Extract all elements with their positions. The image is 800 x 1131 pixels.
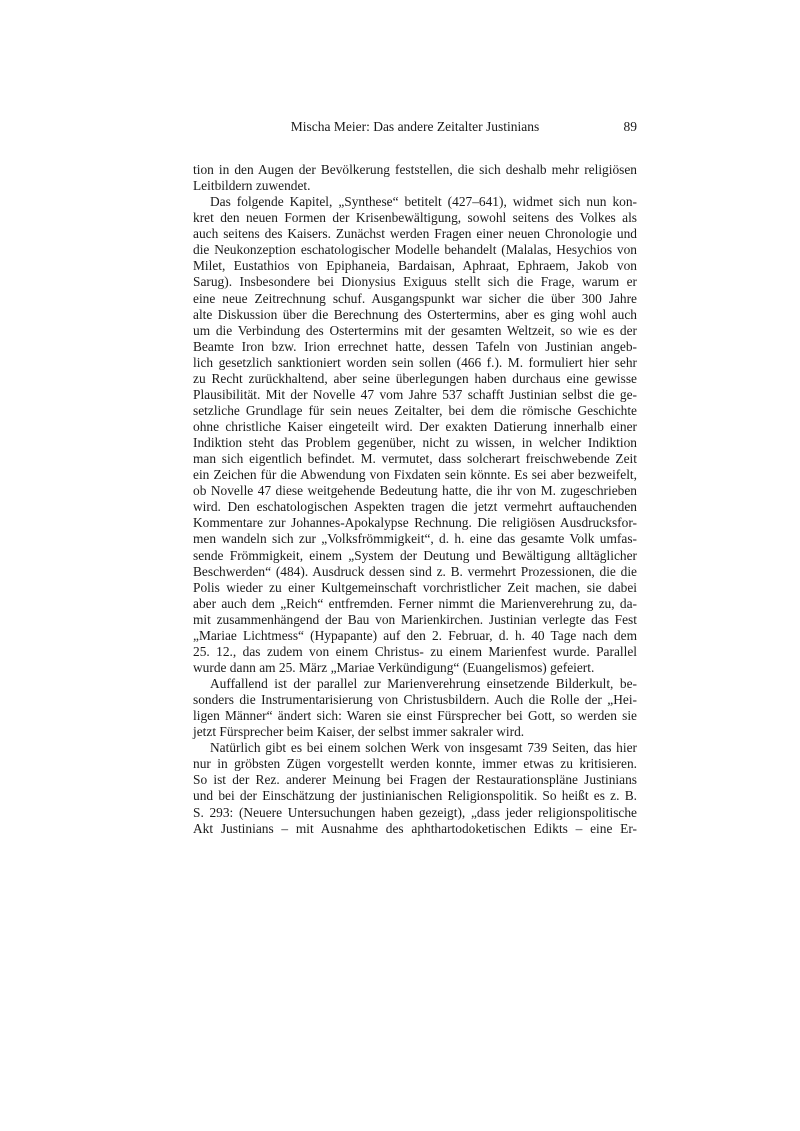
running-header — [193, 118, 637, 136]
text-line: Natürlich gibt es bei einem solchen Werk von insgesamt 739 Seiten, das hier — [210, 740, 637, 756]
text-line: So ist der Rez. anderer Meinung bei Fragen der Restaurationspläne Justinians — [193, 772, 637, 788]
text-line-row — [193, 756, 637, 772]
text-line-row — [193, 419, 637, 435]
text-line-row — [193, 403, 637, 419]
text-line: auch seitens des Kaisers. Zunächst werden Fragen einer neuen Chronologie und — [193, 226, 637, 242]
text-line: Das folgende Kapitel, „Synthese“ betitelt (427–641), widmet sich nun kon- — [210, 194, 638, 210]
text-line: Leitbildern zuwendet. — [193, 178, 311, 194]
text-line-row — [193, 628, 637, 644]
text-line-row — [193, 194, 637, 210]
text-line-row — [193, 612, 637, 628]
text-line-row — [193, 323, 637, 339]
text-line-row — [193, 564, 637, 580]
text-line-row — [193, 515, 637, 531]
text-line-row — [193, 451, 637, 467]
text-line-row — [193, 210, 637, 226]
text-line-row — [193, 307, 637, 323]
text-line-row — [193, 355, 637, 371]
text-line-row — [193, 387, 637, 403]
text-line-row — [193, 821, 637, 837]
text-line: Beamte Iron bzw. Irion errechnet hatte, dessen Tafeln von Justinian angeb- — [193, 338, 637, 354]
text-line: man sich eigentlich befindet. M. vermutet, dass solcherart freischwebende Zeit — [193, 451, 637, 467]
text-line: mit zusammenhängend der Bau von Marienkirchen. Justinian verlegte das Fest — [193, 611, 637, 627]
text-line: ligen Männer“ ändert sich: Waren sie einst Fürsprecher bei Gott, so werden sie — [193, 708, 637, 724]
text-line-row — [193, 531, 637, 547]
page-number: 89 — [623, 119, 637, 134]
text-line: S. 293: (Neuere Untersuchungen haben gezeigt), „dass jeder religionspolitische — [193, 804, 637, 820]
text-line-row — [193, 580, 637, 596]
text-line-row — [193, 242, 637, 258]
text-line-row — [193, 371, 637, 387]
text-line: Polis wieder zu einer Kultgemeinschaft vorchristlicher Zeit machen, sie dabei — [193, 579, 637, 595]
text-line-row — [193, 724, 637, 740]
text-line: und bei der Einschätzung der justinianischen Religionspolitik. So heißt es z. B. — [193, 788, 637, 804]
text-line: Sarug). Insbesondere bei Dionysius Exiguus stellt sich die Frage, warum er — [193, 274, 638, 290]
text-line-row — [193, 467, 637, 483]
text-line: men wandeln sich zur „Volksfrömmigkeit“, d. h. eine das gesamte Volk umfas- — [193, 531, 637, 547]
text-line-row — [193, 660, 637, 676]
text-line: sende Frömmigkeit, einem „System der Deutung und Bewältigung alltäglicher — [193, 547, 637, 563]
text-line: lich gesetzlich sanktioniert worden sein sollen (466 f.). M. formuliert hier sehr — [193, 354, 637, 370]
text-line-row — [193, 274, 637, 290]
text-line: Kommentare zur Johannes-Apokalypse Rechnung. Die religiösen Ausdrucksfor- — [193, 515, 637, 531]
text-line-row — [193, 291, 637, 307]
text-line: kret den neuen Formen der Krisenbewältigung, sowohl seitens des Volkes als — [193, 210, 638, 226]
text-line: die Neukonzeption eschatologischer Modelle behandelt (Malalas, Hesychios von — [193, 242, 637, 258]
text-line: wurde dann am 25. März „Mariae Verkündigung“ (Euangelismos) gefeiert. — [193, 659, 595, 675]
text-line-row — [193, 499, 637, 515]
text-line: nur in gröbsten Zügen vorgestellt werden konnte, immer etwas zu kritisieren. — [193, 756, 637, 772]
body-text — [193, 162, 637, 837]
text-line-row — [193, 548, 637, 564]
text-line-row — [193, 740, 637, 756]
text-line: wird. Den eschatologischen Aspekten tragen die jetzt vermehrt auftauchenden — [193, 499, 637, 515]
text-line: alte Diskussion über die Berechnung des Ostertermins, aber es ging wohl auch — [193, 306, 637, 322]
text-line-row — [193, 435, 637, 451]
text-line: „Mariae Lichtmess“ (Hypapante) auf den 2. Februar, d. h. 40 Tage nach dem — [193, 627, 637, 643]
text-line-row — [193, 162, 637, 178]
text-line: Indiktion steht das Problem gegenüber, nicht zu wissen, in welcher Indiktion — [193, 435, 637, 451]
text-line: ob Novelle 47 diese weitgehende Bedeutung hatte, die ihr von M. zugeschrieben — [193, 483, 637, 499]
text-line: eine neue Zeitrechnung schuf. Ausgangspunkt war sicher die über 300 Jahre — [193, 290, 637, 306]
text-line: Milet, Eustathios von Epiphaneia, Bardaisan, Aphraat, Ephraem, Jakob von — [193, 258, 637, 274]
text-line: Plausibilität. Mit der Novelle 47 vom Jahre 537 schafft Justinian selbst die ge- — [193, 386, 637, 402]
text-line: jetzt Fürsprecher beim Kaiser, der selbst immer sakraler wird. — [193, 724, 525, 740]
text-line-row — [193, 708, 637, 724]
text-line: aber auch dem „Reich“ entfremden. Ferner nimmt die Marienverehrung zu, da- — [193, 595, 637, 611]
text-line-row — [193, 178, 637, 194]
text-line-row — [193, 258, 637, 274]
text-line: ohne christliche Kaiser eingeteilt wird. Der exakten Datierung innerhalb einer — [193, 419, 637, 434]
text-line-row — [193, 692, 637, 708]
text-line: zu Recht zurückhaltend, aber seine überlegungen haben durchaus eine gewisse — [193, 370, 637, 386]
text-line-row — [193, 676, 637, 692]
text-line: Beschwerden“ (484). Ausdruck dessen sind z. B. vermehrt Prozessionen, die die — [193, 563, 637, 579]
text-line-row — [193, 788, 637, 804]
text-line: ein Zeichen für die Abwendung von Fixdaten sein könnte. Es sei aber bezweifelt, — [193, 467, 637, 483]
text-line-row — [193, 772, 637, 788]
text-line: setzliche Grundlage für sein neues Zeitalter, bei dem die römische Geschichte — [193, 402, 637, 418]
text-line: sonders die Instrumentarisierung von Christusbildern. Auch die Rolle der „Hei- — [193, 692, 638, 708]
text-line: Akt Justinians – mit Ausnahme des aphthartodoketischen Edikts – eine Er- — [193, 820, 637, 836]
text-line-row — [193, 483, 637, 499]
text-line-row — [193, 226, 637, 242]
text-line-row — [193, 596, 637, 612]
text-line: um die Verbindung des Ostertermins mit der gesamten Weltzeit, so wie es der — [193, 322, 637, 338]
text-line-row — [193, 339, 637, 355]
running-title: Mischa Meier: Das andere Zeitalter Justinians — [290, 119, 540, 134]
text-line: tion in den Augen der Bevölkerung feststellen, die sich deshalb mehr religiösen — [193, 162, 637, 177]
text-line-row — [193, 805, 637, 821]
text-line: 25. 12., das zudem von einem Christus- zu einem Marienfest wurde. Parallel — [193, 643, 637, 659]
text-line: Auffallend ist der parallel zur Marienverehrung einsetzende Bilderkult, be- — [210, 676, 637, 691]
text-line-row — [193, 644, 637, 660]
